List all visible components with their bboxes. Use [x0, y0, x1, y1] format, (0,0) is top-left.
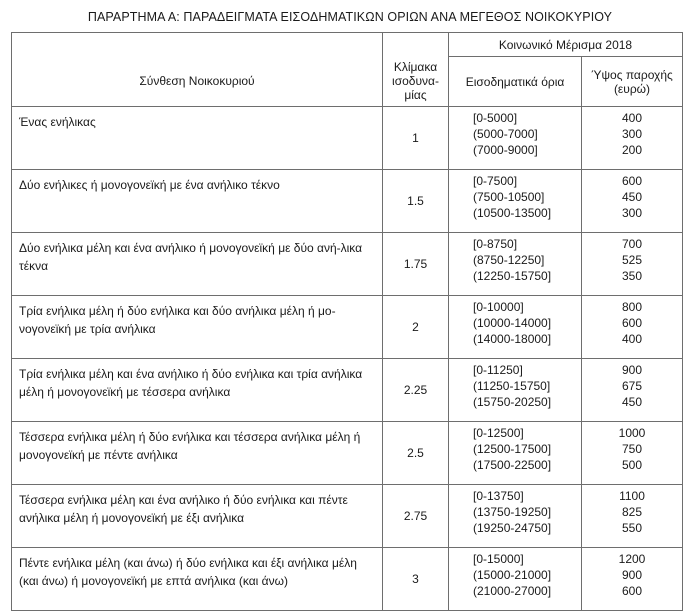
benefit-amount: 750 — [621, 442, 643, 456]
table-row — [12, 422, 683, 485]
benefit-amount: 300 — [621, 206, 643, 220]
income-limits-cell — [449, 296, 582, 359]
income-range: (12500-17500] — [473, 442, 552, 456]
income-range: (7500-10500] — [473, 190, 545, 204]
benefit-amount: 525 — [621, 253, 643, 267]
income-limits-table — [11, 32, 683, 611]
benefit-amount: 1200 — [618, 552, 646, 566]
income-range: (12250-15750] — [473, 269, 552, 283]
equivalence-scale-cell: 1.75 — [383, 233, 449, 296]
table-row — [12, 233, 683, 296]
income-limits-cell — [449, 233, 582, 296]
table-row — [12, 170, 683, 233]
income-range: (5000-7000] — [473, 127, 538, 141]
household-composition-cell: Τέσσερα ενήλικα μέλη ή δύο ενήλικα και τέσσερα ανήλικα μέλη ή μονογονεϊκή με πέντε ανήλικα — [12, 422, 383, 485]
income-range: (15000-21000] — [473, 568, 552, 582]
income-range: (8750-12250] — [473, 253, 545, 267]
income-range: (11250-15750] — [473, 379, 551, 393]
header-spacer — [12, 33, 383, 57]
benefit-amount-cell — [582, 359, 683, 422]
table-row — [12, 359, 683, 422]
income-range: [0-7500] — [473, 174, 518, 188]
household-composition-cell: Δύο ενήλικα μέλη και ένα ανήλικο ή μονογονεϊκή με δύο ανή-λικα τέκνα — [12, 233, 383, 296]
header-benefit-amount — [582, 57, 683, 107]
income-range: [0-5000] — [473, 111, 518, 125]
equivalence-scale-cell: 2 — [383, 296, 449, 359]
income-limits-cell — [449, 359, 582, 422]
header-composition: Σύνθεση Νοικοκυριού — [12, 57, 383, 107]
benefit-amount-cell — [582, 170, 683, 233]
benefit-amount-cell — [582, 422, 683, 485]
income-limits-cell — [449, 170, 582, 233]
household-composition-cell: Τέσσερα ενήλικα μέλη και ένα ανήλικο ή δύο ενήλικα και πέντε ανήλικα μέλη ή μονογονεϊκή με έξι ανήλικα — [12, 485, 383, 548]
header-scale — [383, 57, 449, 107]
income-range: [0-8750] — [473, 237, 518, 251]
income-limits-cell — [449, 485, 582, 548]
benefit-amount: 450 — [621, 395, 643, 409]
benefit-amount: 400 — [621, 332, 643, 346]
benefit-amount: 500 — [621, 458, 643, 472]
benefit-amount: 450 — [621, 190, 643, 204]
income-range: [0-15000] — [473, 552, 524, 566]
income-range: (14000-18000] — [473, 332, 552, 346]
income-range: (19250-24750] — [473, 521, 552, 535]
equivalence-scale-cell: 2.75 — [383, 485, 449, 548]
income-range: (10500-13500] — [473, 206, 552, 220]
benefit-amount: 700 — [621, 237, 643, 251]
benefit-amount-cell — [582, 107, 683, 170]
equivalence-scale-cell: 1.5 — [383, 170, 449, 233]
table-row — [12, 107, 683, 170]
equivalence-scale-cell: 2.25 — [383, 359, 449, 422]
income-range: (13750-19250] — [473, 505, 552, 519]
income-limits-cell — [449, 422, 582, 485]
benefit-amount-cell — [582, 296, 683, 359]
benefit-amount: 550 — [621, 521, 643, 535]
table-row — [12, 548, 683, 611]
benefit-amount: 350 — [621, 269, 643, 283]
header-spacer — [383, 33, 449, 57]
benefit-amount: 675 — [621, 379, 643, 393]
household-composition-cell: Δύο ενήλικες ή μονογονεϊκή με ένα ανήλικο τέκνο — [12, 170, 383, 233]
benefit-amount: 200 — [621, 143, 643, 157]
income-range: (10000-14000] — [473, 316, 552, 330]
income-range: [0-11250] — [473, 363, 523, 377]
benefit-amount-cell — [582, 548, 683, 611]
income-range: [0-12500] — [473, 426, 524, 440]
income-range: (7000-9000] — [473, 143, 538, 157]
benefit-amount: 400 — [621, 111, 643, 125]
benefit-amount: 900 — [621, 363, 643, 377]
benefit-amount-cell — [582, 233, 683, 296]
header-benefit-amount-text: Ύψος παροχής (ευρώ) — [591, 67, 673, 96]
benefit-amount-cell — [582, 485, 683, 548]
page-title: ΠΑΡΑΡΤΗΜΑ Α: ΠΑΡΑΔΕΙΓΜΑΤΑ ΕΙΣΟΔΗΜΑΤΙΚΩΝ ΟΡΙΩΝ ΑΝΑ ΜΕΓΕΘΟΣ ΝΟΙΚΟΚΥΡΙΟΥ — [87, 10, 613, 24]
income-range: [0-10000] — [473, 300, 524, 314]
table-row — [12, 296, 683, 359]
equivalence-scale-cell: 1 — [383, 107, 449, 170]
header-scale-text: Κλίμακα ισοδυνα-μίας — [392, 60, 439, 103]
income-limits-cell — [449, 107, 582, 170]
benefit-amount: 1100 — [619, 489, 645, 503]
benefit-amount: 1000 — [618, 426, 646, 440]
income-limits-cell — [449, 548, 582, 611]
header-group-benefit-2018: Κοινωνικό Μέρισμα 2018 — [449, 33, 683, 57]
income-range: [0-13750] — [473, 489, 524, 503]
benefit-amount: 300 — [621, 127, 643, 141]
income-range: (17500-22500] — [473, 458, 552, 472]
equivalence-scale-cell: 2.5 — [383, 422, 449, 485]
household-composition-cell: Τρία ενήλικα μέλη ή δύο ενήλικα και δύο ανήλικα μέλη ή μο-νογονεϊκή με τρία ανήλικα — [12, 296, 383, 359]
income-range: (15750-20250] — [473, 395, 552, 409]
income-range: (21000-27000] — [473, 584, 552, 598]
benefit-amount: 600 — [621, 316, 643, 330]
benefit-amount: 825 — [621, 505, 643, 519]
equivalence-scale-cell: 3 — [383, 548, 449, 611]
benefit-amount: 800 — [621, 300, 643, 314]
benefit-amount: 600 — [621, 174, 643, 188]
household-composition-cell: Ένας ενήλικας — [12, 107, 383, 170]
household-composition-cell: Πέντε ενήλικα μέλη (και άνω) ή δύο ενήλικα και έξι ανήλικα μέλη (και άνω) ή μονογονεϊκή με επτά ανήλικα (και άνω) — [12, 548, 383, 611]
benefit-amount: 600 — [621, 584, 643, 598]
household-composition-cell: Τρία ενήλικα μέλη και ένα ανήλικο ή δύο ενήλικα και τρία ανήλικα μέλη ή μονογονεϊκή με τέσσερα ανήλικα — [12, 359, 383, 422]
table-row — [12, 485, 683, 548]
benefit-amount: 900 — [621, 568, 643, 582]
header-income-limits: Εισοδηματικά όρια — [449, 57, 582, 107]
